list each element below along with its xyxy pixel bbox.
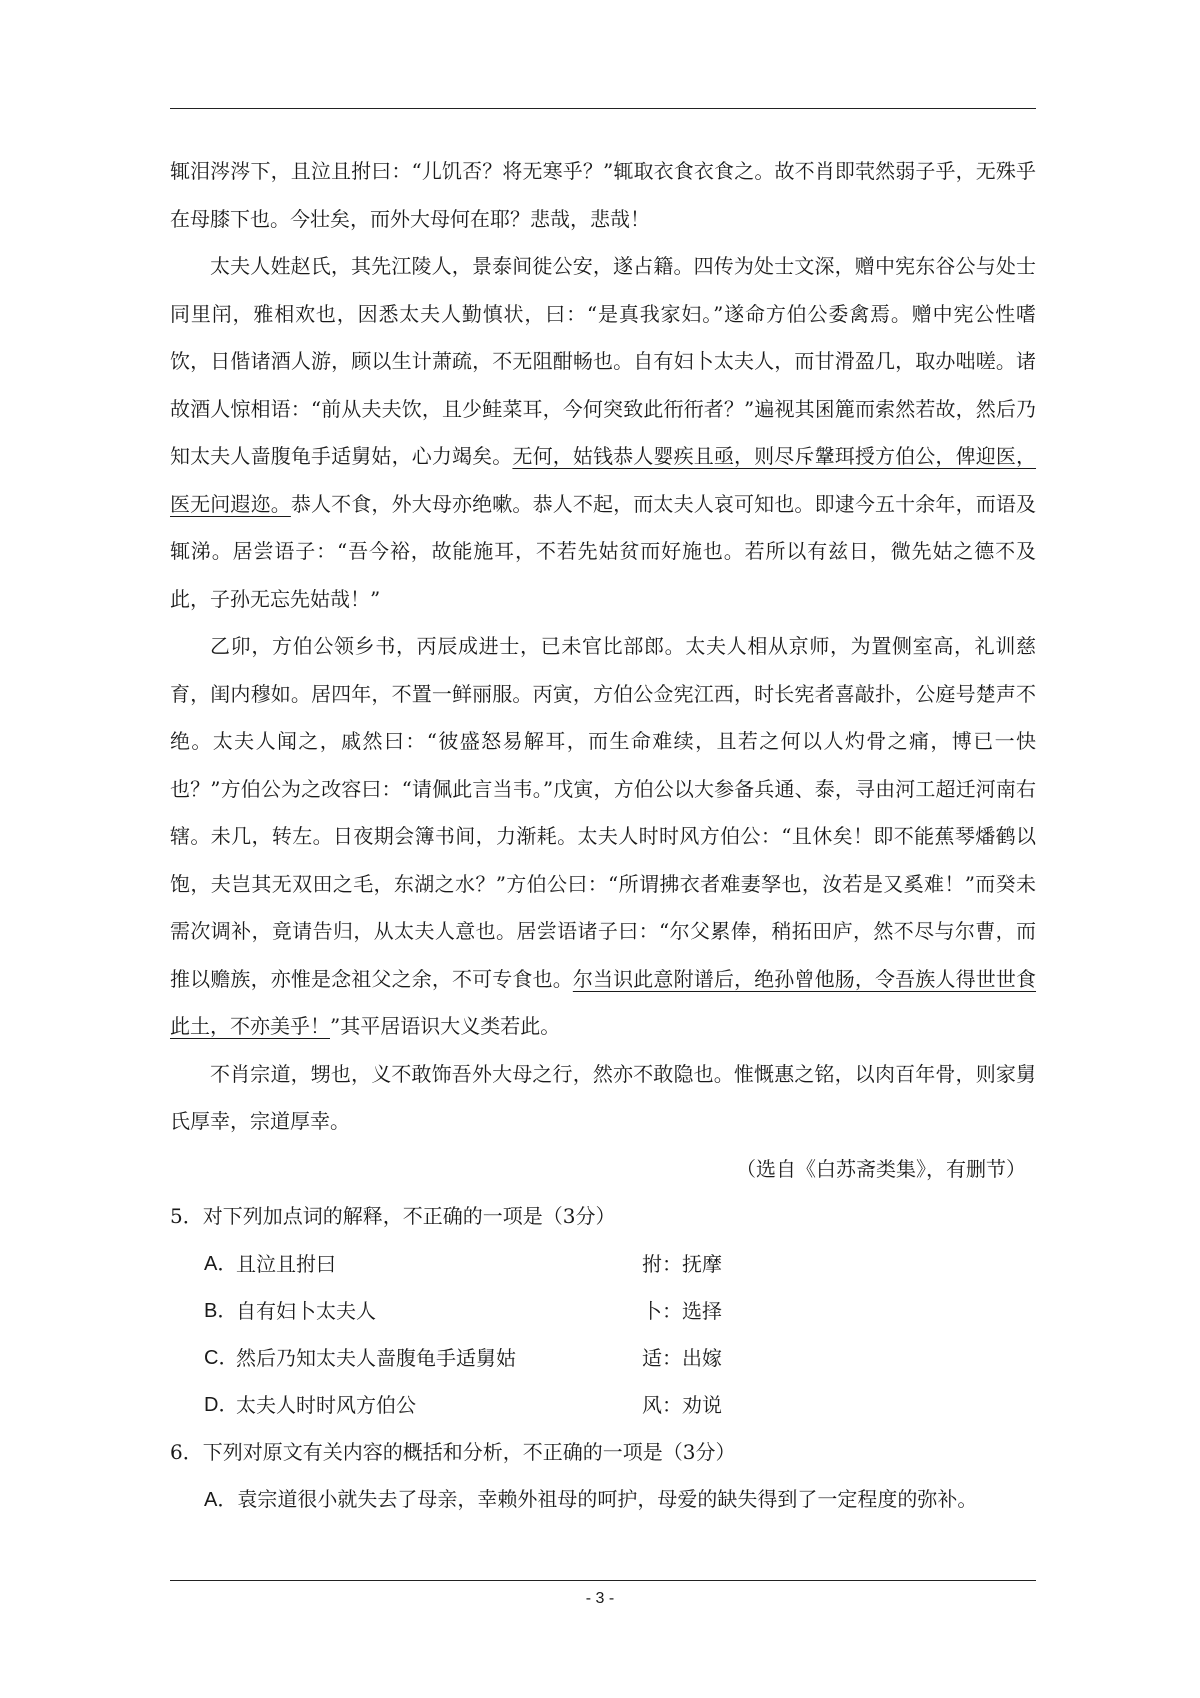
option-text: 然后乃知太夫人啬腹龟手适舅姑	[236, 1345, 516, 1370]
option-letter: C．	[204, 1346, 239, 1369]
question-6-option-a	[170, 1476, 1036, 1525]
paragraph-2-text-b: 恭人不食，外大母亦绝嗽。恭人不起，而太夫人哀可知也。即逮今五十余年，而语及辄涕。居尝语子：“吾今裕，故能施耳，不若先姑贫而好施也。若所以有兹日，微先姑之德不及此，子孙无忘先姑哉！”	[170, 491, 1037, 611]
option-explanation: 拊：抚摩	[642, 1251, 722, 1276]
underlined-sentence-1: 无何，姑钱恭人婴疾且亟，则尽斥鞶珥授方伯公，俾迎医，医无问遐迩。	[170, 444, 1037, 516]
question-5-option-d	[170, 1382, 1036, 1429]
question-6-stem: 6．下列对原文有关内容的概括和分析，不正确的一项是（3分）	[170, 1439, 736, 1464]
option-letter: D．	[204, 1393, 239, 1416]
option-explanation: 风：劝说	[642, 1392, 722, 1417]
footer-rule	[170, 1580, 1036, 1581]
source-citation: （选自《白苏斋类集》，有删节）	[736, 1156, 1026, 1181]
option-letter: B．	[204, 1299, 238, 1322]
paragraph-3	[170, 623, 1036, 1051]
paragraph-3-text-b: ”其平居语识大义类若此。	[330, 1014, 561, 1038]
document-body	[170, 148, 1036, 1525]
option-letter: A．	[204, 1489, 238, 1511]
option-text: 自有妇卜太夫人	[236, 1298, 376, 1323]
question-5-option-c	[170, 1335, 1036, 1382]
question-5-option-a	[170, 1241, 1036, 1288]
paragraph-2	[170, 243, 1036, 623]
page-number: - 3 -	[585, 1590, 615, 1607]
option-explanation: 卜：选择	[642, 1298, 722, 1323]
header-rule	[170, 108, 1036, 109]
option-explanation: 适：出嫁	[642, 1345, 722, 1370]
underlined-sentence-2: 尔当识此意附谱后，绝孙曾他肠，令吾族人得世世食此土，不亦美乎！	[170, 966, 1037, 1038]
paragraph-1: 辄泪涔涔下，且泣且拊曰：“儿饥否？将无寒乎？”辄取衣食衣食之。故不肖即茕然弱子乎，无殊乎在母膝下也。今壮矣，而外大母何在耶？悲哉，悲哉！	[170, 159, 1036, 231]
paragraph-4: 不肖宗道，甥也，义不敢饰吾外大母之行，然亦不敢隐也。惟慨惠之铭，以肉百年骨，则家舅氏厚幸，宗道厚幸。	[170, 1061, 1036, 1133]
option-text: 且泣且拊曰	[236, 1251, 336, 1276]
option-text: 太夫人时时风方伯公	[236, 1392, 416, 1417]
paragraph-2-text-a: 太夫人姓赵氏，其先江陵人，景泰间徙公安，遂占籍。四传为处士文深，赠中宪东谷公与处士同里闬，雅相欢也，因悉太夫人勤慎状，曰：“是真我家妇。”遂命方伯公委禽焉。赠中宪公性嗜饮，日偕诸酒人游，顾以生计萧疏，不无阻酣畅也。自有妇卜太夫人，而甘滑盈几，取办咄嗟。诸故酒人惊相语：“前从夫夫饮，且少鲑菜耳，今何突致此衎衎者？”遍视其囷簏而索然若故，然后乃知太夫人啬腹龟手适舅姑，心力竭矣。	[170, 254, 1036, 468]
option-text: 袁宗道很小就失去了母亲，幸赖外祖母的呵护，母爱的缺失得到了一定程度的弥补。	[237, 1487, 978, 1511]
paragraph-3-text-a: 乙卯，方伯公领乡书，丙辰成进士，已未官比部郎。太夫人相从京师，为置侧室高，礼训慈育，闺内穆如。居四年，不置一鲜丽服。丙寅，方伯公佥宪江西，时长宪者喜敲扑，公庭号楚声不绝。太夫人闻之，戚然曰：“彼盛怒易解耳，而生命难续，且若之何以人灼骨之痛，博已一快也？”方伯公为之改容曰：“请佩此言当韦。”戊寅，方伯公以大参备兵通、泰，寻由河工超迁河南右辖。未几，转左。日夜期会簿书间，力渐耗。太夫人时时风方伯公：“且休矣！即不能蕉琴燔鹤以饱，夫岂其无双田之毛，东湖之水？”方伯公曰：“所谓拂衣者难妻孥也，汝若是又奚难！”而癸未需次调补，竟请告归，从太夫人意也。居尝语诸子曰：“尔父累俸，稍拓田庐，然不尽与尔曹，而推以赡族，亦惟是念祖父之余，不可专食也。	[170, 634, 1036, 991]
question-5-stem: 5．对下列加点词的解释，不正确的一项是（3分）	[170, 1204, 616, 1228]
question-5-option-b	[170, 1288, 1036, 1335]
option-letter: A．	[204, 1252, 238, 1275]
